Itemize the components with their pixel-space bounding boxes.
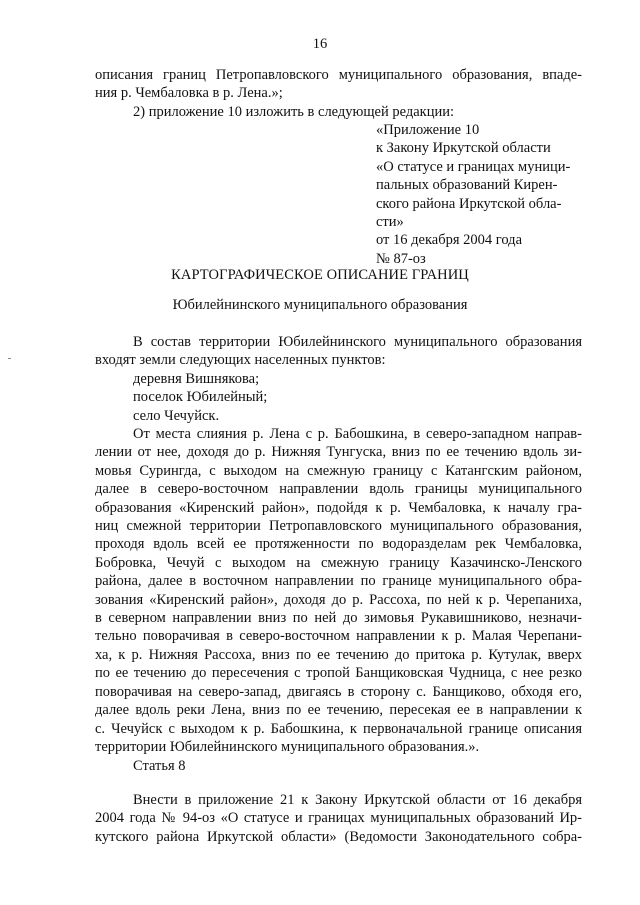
intro-block	[95, 66, 582, 121]
settlement-item: деревня Вишнякова;	[133, 370, 260, 387]
annex-line: пальных образований Кирен-	[376, 177, 558, 194]
boundary-line: Бобровка, Чечуй с выходом на смежную границу Казачинско-Ленского	[95, 554, 582, 571]
article-line: 2004 года № 94-оз «О статусе и границах муниципальных образований Ир-	[95, 810, 582, 827]
boundary-description	[95, 425, 582, 756]
article-line: кутского района Иркутской области» (Ведомости Законодательного собра-	[95, 828, 582, 845]
scan-margin-mark	[8, 358, 11, 359]
boundary-line: далее в северо-восточном направлении вдоль границы муниципального	[95, 481, 582, 498]
intro-line: ния р. Чембаловка в р. Лена.»;	[95, 85, 283, 102]
boundary-line: района, далее в восточном направлении по границе муниципального обра-	[95, 573, 582, 590]
intro-line: описания границ Петропавловского муниципального образования, впаде-	[95, 67, 582, 83]
article-line: Внести в приложение 21 к Закону Иркутской области от 16 декабря	[133, 792, 582, 808]
boundary-line: ха, к р. Нижняя Рассоха, вниз по ее течению до притока р. Кутулак, вверх	[95, 646, 582, 663]
composition-block	[95, 333, 582, 425]
annex-line: сти»	[376, 214, 404, 231]
boundary-line: поворачивая на северо-запад, двигаясь в сторону с. Банщиково, обходя его,	[95, 683, 582, 700]
boundary-line: образования «Киренский район», подойдя к р. Чембаловка, к началу гра-	[95, 499, 582, 516]
settlement-item: село Чечуйск.	[133, 407, 220, 424]
article-title: Статья 8	[133, 758, 186, 774]
annex-line: № 87-оз	[376, 250, 426, 267]
boundary-line: проходя вдоль всей ее протяженности по водоразделам рек Чембаловка,	[95, 536, 582, 553]
annex-line: ского района Иркутской обла-	[376, 195, 562, 212]
settlement-item: поселок Юбилейный;	[133, 389, 268, 406]
composition-line: входят земли следующих населенных пунктов:	[95, 352, 386, 369]
article-body	[95, 791, 582, 846]
boundary-line: территории Юбилейнинского муниципального образования.».	[95, 738, 480, 755]
annex-line: к Закону Иркутской области	[376, 140, 551, 157]
article-heading	[95, 757, 582, 775]
annex-line: от 16 декабря 2004 года	[376, 232, 522, 249]
section-subheading: Юбилейнинского муниципального образования	[172, 297, 468, 313]
boundary-line: с. Чечуйск с выходом к р. Бабошкина, к первоначальной границе описания	[95, 720, 582, 737]
boundary-line: зования «Киренский район», доходя до р. Рассоха, по ней к р. Черепаниха,	[95, 591, 582, 608]
annex-line: «О статусе и границах муници-	[376, 158, 571, 175]
boundary-line: в северном направлении вниз по ней до зимовья Рукавишниково, незначи-	[95, 610, 582, 627]
boundary-line: От места слияния р. Лена с р. Бабошкина, в северо-западном направ-	[133, 426, 582, 442]
boundary-line: лении от нее, доходя до р. Нижняя Тунгуска, вниз по ее течению вдоль зи-	[95, 444, 582, 461]
page-number: 16	[312, 36, 328, 52]
intro-line: 2) приложение 10 изложить в следующей редакции:	[133, 103, 455, 120]
boundary-line: далее вдоль реки Лена, вниз по ее течению, пересекая ее в направлении к	[95, 702, 582, 719]
annex-line: «Приложение 10	[376, 122, 480, 138]
section-heading: КАРТОГРАФИЧЕСКОЕ ОПИСАНИЕ ГРАНИЦ	[171, 267, 469, 283]
boundary-line: по ее течению до пересечения с тропой Банщиковская Чудница, с нее резко	[95, 665, 582, 682]
boundary-line: тельно поворачивая в северо-восточном направлении к р. Малая Черепани-	[95, 628, 582, 645]
boundary-line: ниц смежной территории Петропавловского муниципального образования,	[95, 518, 582, 535]
composition-line: В состав территории Юбилейнинского муниципального образования	[133, 334, 582, 350]
boundary-line: мовья Сурингда, с выходом на смежную границу с Катангским районом,	[95, 462, 582, 479]
annex-reference	[376, 121, 570, 268]
